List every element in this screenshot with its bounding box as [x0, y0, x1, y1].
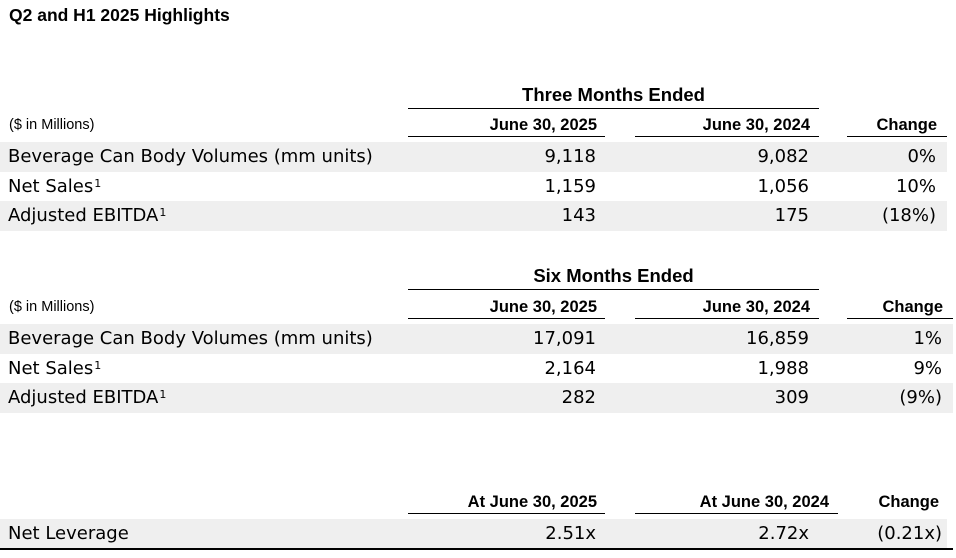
footnote-marker: 1 [94, 359, 102, 372]
footnote-marker: 1 [159, 206, 167, 219]
label-text: Adjusted EBITDA [8, 205, 159, 226]
table-bottom-rule [0, 548, 953, 550]
col-header-text: At June 30, 2025 [467, 493, 597, 511]
table-row [0, 172, 947, 202]
row-label: Net Leverage [8, 523, 129, 544]
col-header-text: Change [878, 493, 939, 511]
three-months-units-label: ($ in Millions) [9, 117, 95, 133]
value-2024: 2.72x [758, 523, 809, 544]
value-2024: 175 [774, 205, 809, 226]
row-label: Beverage Can Body Volumes (mm units) [8, 146, 373, 167]
value-2025: 17,091 [533, 328, 596, 349]
col-header-text: June 30, 2025 [489, 298, 597, 316]
value-2024: 1,988 [757, 358, 809, 379]
six-months-group-header: Six Months Ended [408, 265, 819, 290]
leverage-col-2025 [408, 493, 605, 514]
value-2024: 9,082 [757, 146, 809, 167]
label-text: Net Sales [8, 176, 94, 197]
row-label [8, 354, 101, 384]
col-header-text: Change [876, 116, 937, 134]
value-2025: 1,159 [544, 176, 596, 197]
value-2024: 309 [774, 387, 809, 408]
row-label: Beverage Can Body Volumes (mm units) [8, 328, 373, 349]
footnote-marker: 1 [159, 388, 167, 401]
value-change: 9% [913, 358, 942, 379]
value-change: (18%) [881, 205, 936, 226]
table-row [0, 324, 953, 354]
col-header-text: June 30, 2024 [702, 298, 810, 316]
label-text: Net Sales [8, 358, 94, 379]
col-header-text: June 30, 2024 [702, 116, 810, 134]
table-row [0, 201, 947, 231]
value-2025: 9,118 [544, 146, 596, 167]
value-2025: 2,164 [544, 358, 596, 379]
value-2025: 143 [561, 205, 596, 226]
value-2024: 1,056 [757, 176, 809, 197]
six-months-units-label: ($ in Millions) [9, 299, 95, 315]
page-title: Q2 and H1 2025 Highlights [9, 5, 230, 25]
value-2025: 282 [561, 387, 596, 408]
six-months-col-change [847, 298, 953, 319]
row-label [8, 383, 166, 413]
col-header-text: June 30, 2025 [489, 116, 597, 134]
value-change: 0% [907, 146, 936, 167]
footnote-marker: 1 [94, 177, 102, 190]
three-months-col-2024 [635, 116, 819, 137]
value-change: 10% [895, 176, 936, 197]
table-row [0, 354, 953, 384]
label-text: Adjusted EBITDA [8, 387, 159, 408]
row-label [8, 172, 101, 202]
table-row [0, 142, 947, 172]
col-header-text: Change [882, 298, 943, 316]
six-months-col-2024 [635, 298, 819, 319]
value-change: (0.21x) [877, 523, 942, 544]
value-2024: 16,859 [746, 328, 809, 349]
three-months-group-header: Three Months Ended [408, 84, 819, 109]
six-months-col-2025 [408, 298, 605, 319]
table-row [0, 519, 947, 549]
value-change: (9%) [899, 387, 942, 408]
table-row [0, 383, 953, 413]
value-2025: 2.51x [545, 523, 596, 544]
three-months-col-change [847, 116, 947, 137]
leverage-col-2024 [635, 493, 838, 514]
three-months-col-2025 [408, 116, 605, 137]
row-label [8, 201, 166, 231]
value-change: 1% [913, 328, 942, 349]
leverage-col-change [847, 493, 947, 513]
col-header-text: At June 30, 2024 [699, 493, 829, 511]
